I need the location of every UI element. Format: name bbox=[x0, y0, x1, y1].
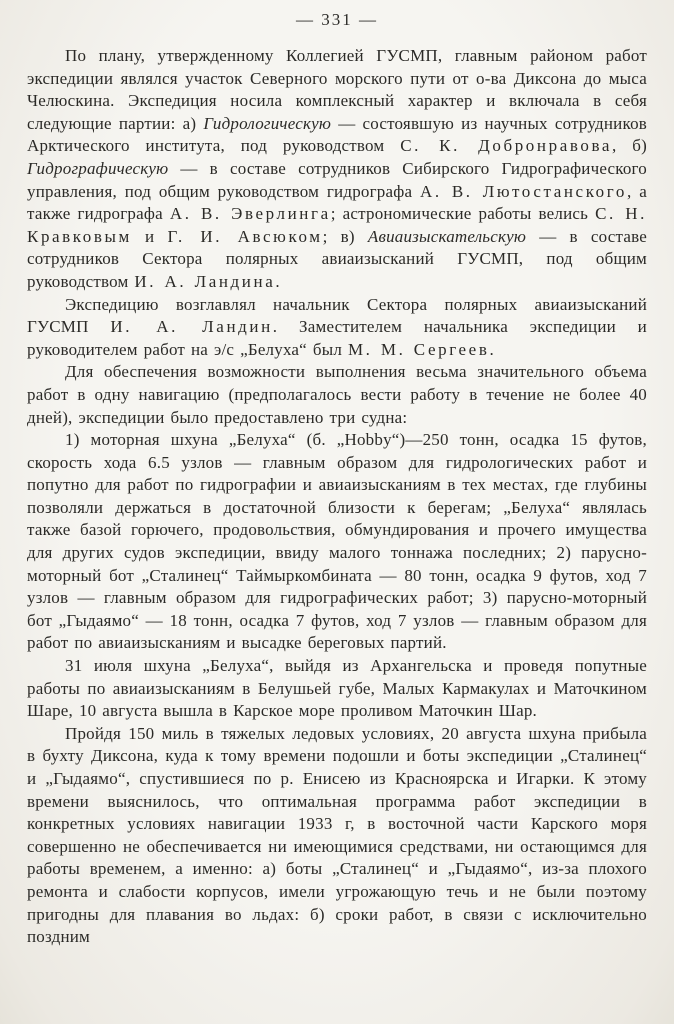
text-run: 1) моторная шхуна „Белуха“ (б. „Hobby“)—250 тонн, осадка 15 футов, скорость хода 6.5 узлов — главным образом для гидрологических работ и попутно для работ по гидрографии и авиаизысканиям в тех местах, где глубины позволяли держаться в достаточной близости к берегам; „Белуха“ являлась также базой горючего, продовольствия, обмундирования и прочего имущества для других судов экспедиции, ввиду малого тоннажа последних; 2) парусно-моторный бот „Сталинец“ Таймыркомбината — 80 тонн, осадка 9 футов, ход 7 узлов — главным образом для гидрографических работ; 3) парусно-моторный бот „Гыдаямо“ — 18 тонн, осадка 7 футов, ход 7 узлов — главным образом для работ по авиаизысканиям и высадке береговых партий. bbox=[27, 430, 647, 653]
paragraph-departure bbox=[27, 655, 647, 723]
text-run: — в составе сотрудников Сибирского Гидрографического управления, под общим руководством гидрографа bbox=[27, 158, 647, 201]
text-run: . bbox=[489, 339, 494, 359]
person-name-sergeev: М. М. Сергеев bbox=[347, 339, 490, 359]
text-run: — состоявшую из научных сотрудников Арктического института, под руководством bbox=[27, 113, 648, 156]
page-number: — 331 — bbox=[296, 10, 378, 29]
text-run: Экспедицию возглавлял начальник Сектора полярных авиаизысканий ГУСМП bbox=[27, 294, 647, 337]
paragraph-dikson-arrival bbox=[27, 723, 647, 949]
party-term-hydrological: Гидрологическую bbox=[203, 113, 332, 133]
text-run: Для обеспечения возможности выполнения весьма значительного объема работ в одну навигацию (предполагалось вести работу в течение не более 40 дней), экспедиции было предоставлено три судна: bbox=[27, 362, 647, 427]
person-name-lyutostansky: А. В. Лютостанского bbox=[419, 181, 628, 201]
party-term-aviation-survey: Авиаизыскательскую bbox=[367, 226, 527, 246]
person-name-landin: И. А. Ландина bbox=[134, 271, 276, 291]
person-name-avsyuk: Г. И. Авсюком bbox=[167, 226, 323, 246]
paragraph-vessel-list bbox=[27, 429, 647, 655]
person-name-kravkov: С. Н. Кравковым bbox=[27, 204, 647, 246]
text-run: . bbox=[275, 271, 280, 291]
text-run: ; астрономические работы велись bbox=[330, 204, 596, 224]
text-run: По плану, утвержденному Коллегией ГУСМП, главным районом работ экспедиции являлся участок Северного морского пути от о-ва Диксона до мыса Челюскина. Экспедиция носила комплексный характер и включала в себя следующие партии: а) bbox=[27, 46, 647, 133]
text-run: ; в) bbox=[322, 226, 368, 246]
paragraph-three-vessels-intro bbox=[27, 361, 647, 429]
paragraph-leadership bbox=[27, 294, 647, 362]
party-term-hydrographic: Гидрографическую bbox=[27, 158, 169, 178]
text-run: и bbox=[131, 226, 168, 246]
text-run: . Заместителем начальника экспедиции и руководителем работ на э/с „Белуха“ был bbox=[27, 317, 647, 359]
text-run: , б) bbox=[612, 136, 647, 156]
person-name-dobronravov: С. К. Добронравова bbox=[400, 136, 613, 156]
text-run: , а также гидрографа bbox=[27, 181, 648, 224]
paragraph-plan bbox=[27, 45, 647, 294]
text-run: — в составе сотрудников Сектора полярных авиаизысканий ГУСМП, под общим руководством bbox=[27, 226, 647, 291]
person-name-everling: А. В. Эверлинга bbox=[169, 204, 331, 224]
person-name-landin: И. А. Ландин bbox=[110, 317, 273, 337]
text-run: 31 июля шхуна „Белуха“, выйдя из Архангельска и проведя попутные работы по авиаизысканиям в Белушьей губе, Малых Кармакулах и Маточкином Шаре, 10 августа вышла в Карское море проливом Маточкин Шар. bbox=[27, 656, 647, 721]
text-run: Пройдя 150 миль в тяжелых ледовых условиях, 20 августа шхуна прибыла в бухту Диксона, куда к тому времени подошли и боты экспедиции „Сталинец“ и „Гыдаямо“, спустившиеся по р. Енисею из Красноярска и Игарки. К этому времени выяснилось, что оптимальная программа работ экспедиции в конкретных условиях навигации 1933 г, в восточной части Карского моря совершенно не обеспечивается ни имеющимися средствами, ни остающимся для работы временем, а именно: а) боты „Сталинец“ и „Гыдаямо“, из-за плохого ремонта и слабости корпусов, имели угрожающую течь и не были поэтому пригодны для плавания во льдах: б) сроки работ, в связи с исключительно поздним bbox=[27, 723, 647, 947]
